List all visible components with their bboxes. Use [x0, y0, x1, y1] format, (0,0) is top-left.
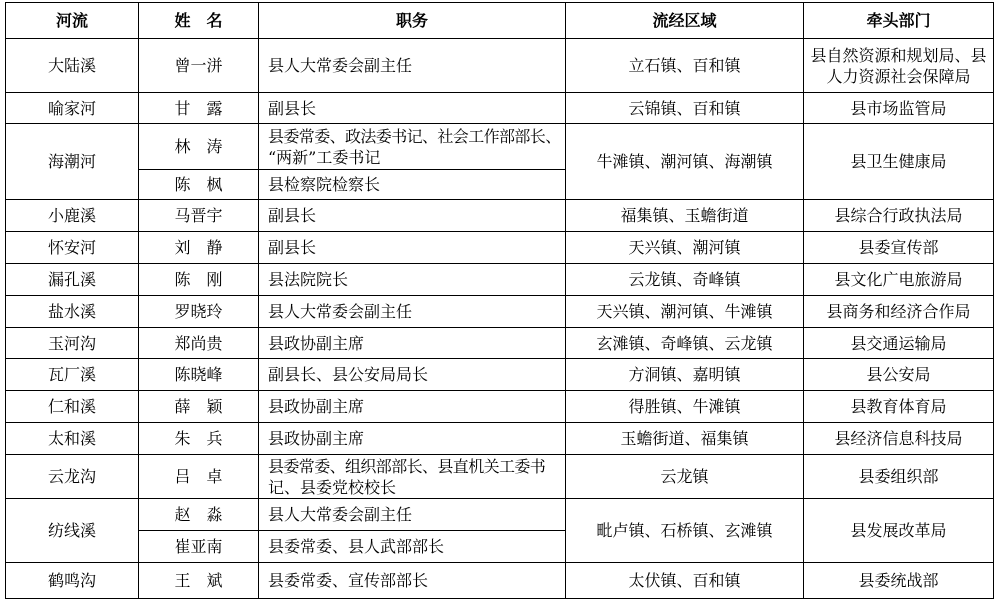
chief-position — [259, 499, 566, 531]
flow-area: 云龙镇 — [566, 455, 804, 499]
flow-area: 方洞镇、嘉明镇 — [566, 359, 804, 391]
chief-position — [259, 423, 566, 455]
river-name: 怀安河 — [6, 232, 139, 264]
chief-position — [259, 296, 566, 328]
table-row — [6, 232, 994, 264]
river-name: 纺线溪 — [6, 499, 139, 563]
department-line: 县自然资源和规划局、县 — [810, 45, 987, 65]
department-line: 县交通运输局 — [850, 333, 947, 353]
chief-name: 薛 颖 — [139, 391, 259, 423]
chief-name: 甘 露 — [139, 93, 259, 124]
chief-position — [259, 328, 566, 359]
chief-name: 王 斌 — [139, 563, 259, 599]
chief-position — [259, 455, 566, 499]
position-line: 县委常委、组织部部长、县直机关工委书 — [268, 456, 546, 476]
chief-name: 赵 淼 — [139, 499, 259, 531]
chief-position — [259, 124, 566, 170]
flow-area: 云锦镇、百和镇 — [566, 93, 804, 124]
table-row — [6, 359, 994, 391]
department-line: 县卫生健康局 — [850, 152, 947, 171]
position-line: 县法院院长 — [268, 270, 349, 289]
lead-department — [804, 499, 994, 563]
flow-area: 福集镇、玉蟾街道 — [566, 200, 804, 232]
chief-name: 吕 卓 — [139, 455, 259, 499]
chief-name: 陈 刚 — [139, 264, 259, 296]
header-river: 河流 — [6, 3, 139, 39]
position-line: 县政协副主席 — [268, 333, 365, 353]
chief-position — [259, 39, 566, 93]
position-line: 县人大常委会副主任 — [268, 505, 413, 524]
chief-name: 马晋宇 — [139, 200, 259, 232]
table-row — [6, 563, 994, 599]
chief-name: 罗晓玲 — [139, 296, 259, 328]
lead-department — [804, 359, 994, 391]
river-name: 瓦厂溪 — [6, 359, 139, 391]
river-name: 海潮河 — [6, 124, 139, 200]
lead-department — [804, 124, 994, 200]
river-chief-table — [5, 2, 994, 599]
header-department: 牵头部门 — [804, 3, 994, 39]
lead-department — [804, 391, 994, 423]
department-line: 县综合行政执法局 — [834, 206, 963, 225]
position-line: 县政协副主席 — [268, 397, 365, 416]
position-line: 副县长、县公安局局长 — [268, 365, 429, 384]
lead-department — [804, 455, 994, 499]
table-row — [6, 499, 994, 531]
chief-name: 曾一洴 — [139, 39, 259, 93]
chief-position — [259, 563, 566, 599]
chief-name: 郑尚贵 — [139, 328, 259, 359]
flow-area: 太伏镇、百和镇 — [566, 563, 804, 599]
position-line: 副县长 — [268, 238, 317, 257]
river-name: 云龙沟 — [6, 455, 139, 499]
position-line: 县人大常委会副主任 — [268, 56, 413, 75]
table-row — [6, 391, 994, 423]
header-name: 姓 名 — [139, 3, 259, 39]
lead-department — [804, 423, 994, 455]
table-row — [6, 296, 994, 328]
department-line: 县委组织部 — [858, 467, 939, 486]
lead-department — [804, 200, 994, 232]
lead-department — [804, 264, 994, 296]
department-line: 县商务和经济合作局 — [826, 302, 971, 321]
department-line: 人力资源社会保障局 — [826, 66, 971, 86]
chief-position — [259, 531, 566, 563]
chief-name: 陈 枫 — [139, 170, 259, 200]
lead-department — [804, 39, 994, 93]
position-line: 县委常委、宣传部部长 — [268, 571, 429, 590]
lead-department — [804, 328, 994, 359]
table-row — [6, 39, 994, 93]
flow-area: 云龙镇、奇峰镇 — [566, 264, 804, 296]
flow-area: 毗卢镇、石桥镇、玄滩镇 — [566, 499, 804, 563]
header-position: 职务 — [259, 3, 566, 39]
flow-area: 牛滩镇、潮河镇、海潮镇 — [566, 124, 804, 200]
chief-position — [259, 200, 566, 232]
chief-position — [259, 93, 566, 124]
table-row — [6, 93, 994, 124]
position-line: 县人大常委会副主任 — [268, 302, 413, 321]
position-line: 副县长 — [268, 206, 317, 225]
position-line: 副县长 — [268, 98, 317, 118]
position-line: “两新”工委书记 — [268, 147, 381, 167]
department-line: 县市场监管局 — [850, 98, 947, 118]
flow-area: 得胜镇、牛滩镇 — [566, 391, 804, 423]
department-line: 县发展改革局 — [850, 521, 947, 540]
chief-position — [259, 359, 566, 391]
river-name: 玉河沟 — [6, 328, 139, 359]
chief-position — [259, 391, 566, 423]
chief-name: 崔亚南 — [139, 531, 259, 563]
chief-position — [259, 264, 566, 296]
chief-name: 林 涛 — [139, 124, 259, 170]
header-area: 流经区域 — [566, 3, 804, 39]
chief-position — [259, 232, 566, 264]
river-name: 漏孔溪 — [6, 264, 139, 296]
department-line: 县公安局 — [866, 365, 931, 384]
flow-area: 立石镇、百和镇 — [566, 39, 804, 93]
river-name: 太和溪 — [6, 423, 139, 455]
department-line: 县文化广电旅游局 — [834, 270, 963, 289]
river-name: 小鹿溪 — [6, 200, 139, 232]
lead-department — [804, 563, 994, 599]
chief-name: 刘 静 — [139, 232, 259, 264]
chief-name: 陈晓峰 — [139, 359, 259, 391]
lead-department — [804, 93, 994, 124]
table-row — [6, 455, 994, 499]
table-row — [6, 200, 994, 232]
table-row — [6, 328, 994, 359]
department-line: 县委宣传部 — [858, 238, 939, 257]
department-line: 县委统战部 — [858, 571, 939, 590]
lead-department — [804, 296, 994, 328]
position-line: 记、县委党校校长 — [268, 477, 397, 497]
chief-position — [259, 170, 566, 200]
river-name: 喻家河 — [6, 93, 139, 124]
position-line: 县委常委、县人武部部长 — [268, 537, 445, 556]
flow-area: 玄滩镇、奇峰镇、云龙镇 — [566, 328, 804, 359]
river-name: 大陆溪 — [6, 39, 139, 93]
header-row — [6, 3, 994, 39]
flow-area: 天兴镇、潮河镇、牛滩镇 — [566, 296, 804, 328]
chief-name: 朱 兵 — [139, 423, 259, 455]
position-line: 县委常委、政法委书记、社会工作部部长、 — [268, 126, 561, 146]
lead-department — [804, 232, 994, 264]
flow-area: 玉蟾街道、福集镇 — [566, 423, 804, 455]
table-row — [6, 124, 994, 170]
position-line: 县政协副主席 — [268, 429, 365, 448]
table-row — [6, 264, 994, 296]
department-line: 县教育体育局 — [850, 397, 947, 416]
river-name: 鹤鸣沟 — [6, 563, 139, 599]
department-line: 县经济信息科技局 — [834, 429, 963, 448]
flow-area: 天兴镇、潮河镇 — [566, 232, 804, 264]
river-name: 仁和溪 — [6, 391, 139, 423]
river-name: 盐水溪 — [6, 296, 139, 328]
table-row — [6, 423, 994, 455]
position-line: 县检察院检察长 — [268, 175, 381, 194]
